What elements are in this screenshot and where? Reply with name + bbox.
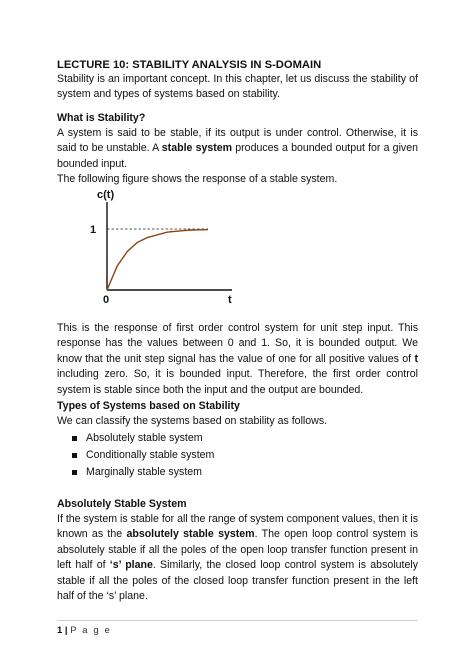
types-heading: Types of Systems based on Stability bbox=[57, 400, 240, 412]
stability-types-list bbox=[72, 430, 214, 481]
lecture-title: LECTURE 10: STABILITY ANALYSIS IN S-DOMAIN bbox=[57, 59, 322, 71]
step-response-figure bbox=[72, 188, 252, 310]
absolute-text-b: . The open loop control system is absolutely stable if all the poles of the open loop transfer function present in left half of bbox=[57, 528, 419, 572]
absolute-bold-term: absolutely stable system bbox=[126, 528, 255, 541]
response-curve bbox=[107, 230, 208, 290]
bullet-icon bbox=[72, 470, 77, 475]
absolute-text-c: . Similarly, the closed loop control system is absolutely stable if all the poles of the closed loop transfer function present in the left half of the ‘s’ plane. bbox=[57, 559, 418, 603]
types-intro: We can classify the systems based on stability as follows. bbox=[57, 415, 328, 427]
stability-heading: What is Stability? bbox=[57, 112, 146, 124]
list-item bbox=[72, 447, 214, 464]
intro-paragraph: Stability is an important concept. In this chapter, let us discuss the stability of system and types of systems based on stability. bbox=[57, 73, 418, 101]
footer-rule bbox=[57, 620, 418, 621]
definition-text-a: A system is said to be stable, if its output is under control. Otherwise, it is said to be unstable. A bbox=[57, 127, 418, 155]
absolute-stability-heading: Absolutely Stable System bbox=[57, 498, 187, 510]
page-separator: | bbox=[62, 625, 71, 636]
page-number: 1 bbox=[57, 625, 63, 636]
absolute-text-a: If the system is stable for all the range of system component values, then it is known as the bbox=[57, 513, 418, 541]
level-one-label: 1 bbox=[90, 224, 97, 236]
page-word: P a g e bbox=[70, 625, 112, 636]
x-axis-label: t bbox=[228, 294, 232, 306]
absolute-stability-paragraph bbox=[57, 512, 418, 604]
page-number-footer bbox=[57, 623, 111, 638]
response-bold-t: t bbox=[414, 352, 418, 365]
definition-text-b: produces a bounded output for a given bounded input. bbox=[57, 142, 419, 170]
list-item-label: Conditionally stable system bbox=[86, 448, 215, 461]
origin-label: 0 bbox=[103, 294, 110, 306]
response-paragraph bbox=[57, 321, 418, 398]
stability-definition bbox=[57, 126, 418, 172]
list-item bbox=[72, 464, 214, 481]
figure-intro: The following figure shows the response of a stable system. bbox=[57, 173, 338, 185]
list-item bbox=[72, 430, 214, 447]
response-text-b: including zero. So, it is bounded input. Therefore, the first order control system is stable since both the input and the output are bounded. bbox=[57, 368, 418, 396]
bullet-icon bbox=[72, 453, 77, 458]
definition-bold-term: stable system bbox=[161, 142, 233, 155]
s-plane-bold: ‘s’ plane bbox=[109, 559, 153, 572]
list-item-label: Absolutely stable system bbox=[86, 431, 203, 444]
bullet-icon bbox=[72, 436, 77, 441]
response-text-a: This is the response of first order control system for unit step input. This response has the values between 0 and 1. So, it is bounded output. We know that the unit step signal has the value of one for all positive values of bbox=[57, 322, 418, 365]
list-item-label: Marginally stable system bbox=[86, 465, 202, 478]
y-axis-label: c(t) bbox=[97, 189, 115, 201]
